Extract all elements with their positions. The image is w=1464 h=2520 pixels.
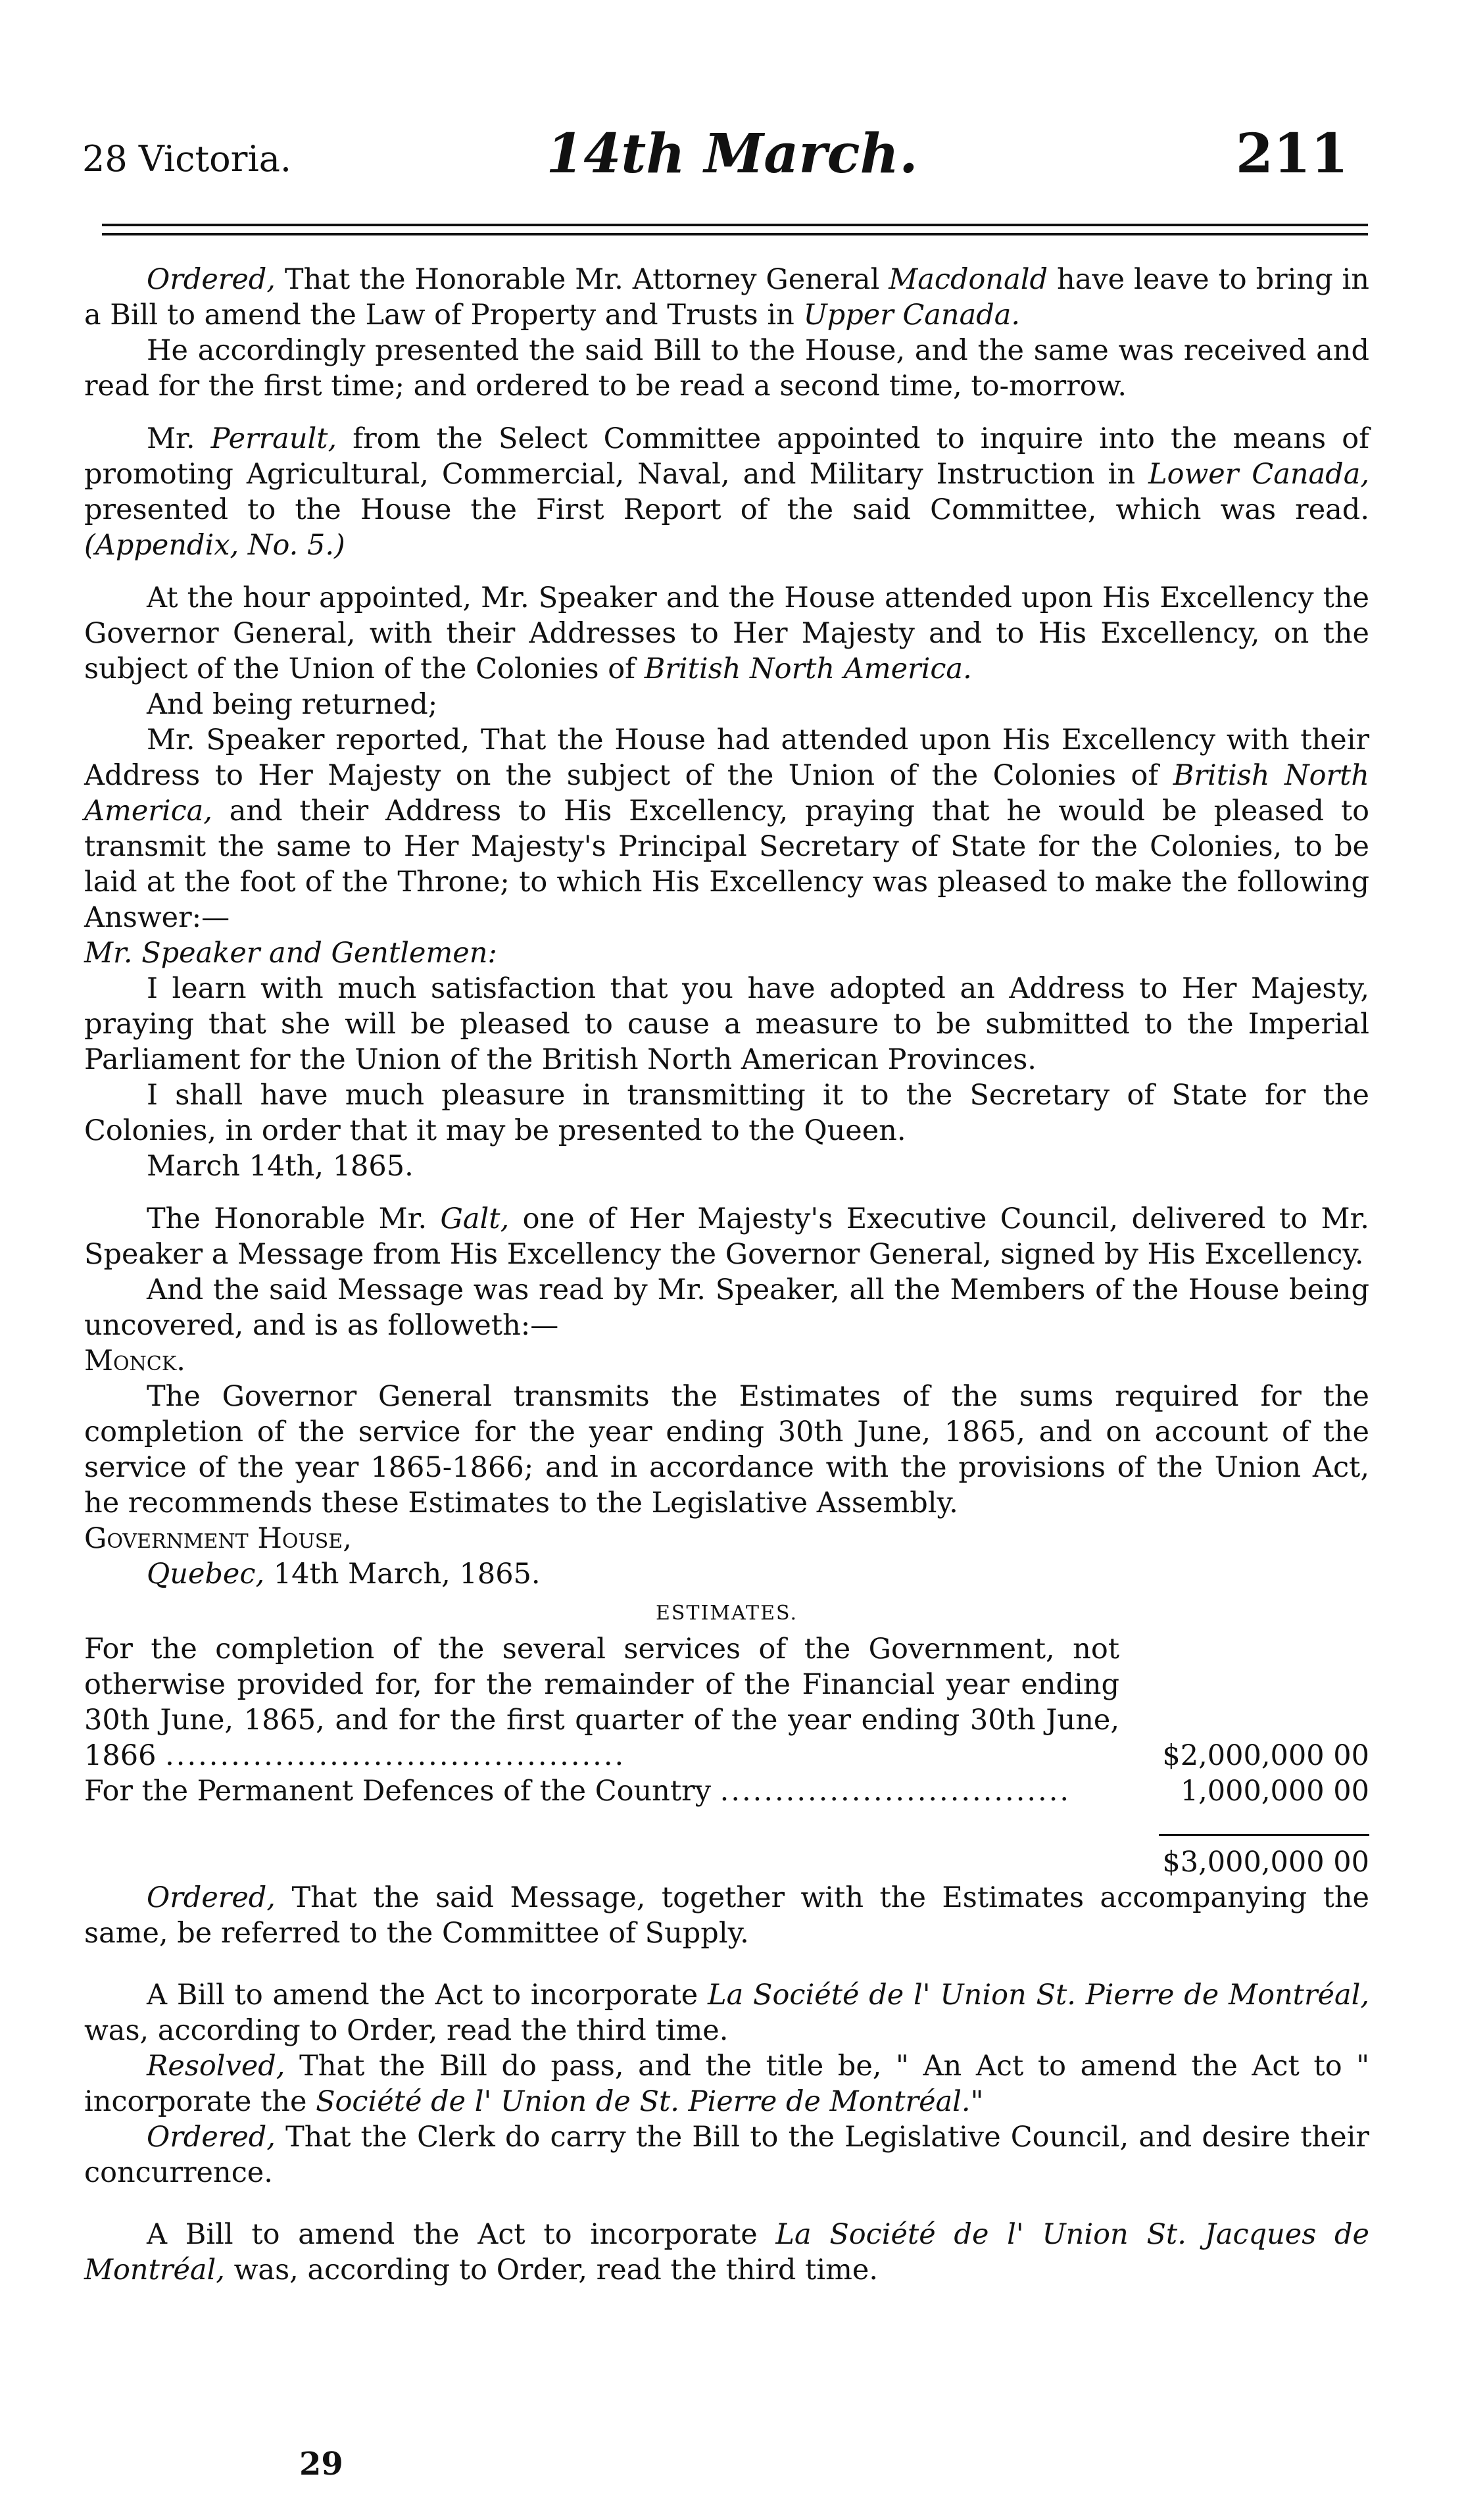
text: one of Her Majesty's Executive Council, delivered to Mr. Speaker a Message from His Excellency the Governor General, signed by His Excellency. <box>84 1202 1369 1271</box>
emph: La Société de l' Union St. Pierre de Montréal, <box>708 1979 1369 2012</box>
journal-body <box>84 262 1369 2288</box>
estimates-total-amount: $3,000,000 00 <box>1162 1846 1369 1879</box>
estimates-row-amount: $2,000,000 00 <box>1162 1739 1369 1772</box>
signature-mark: 29 <box>299 2446 343 2483</box>
text: Mr. <box>147 422 211 455</box>
text: 14th March, 1865. <box>264 1558 541 1591</box>
paragraph-resolved-title <box>84 2048 1369 2119</box>
estimates-row <box>84 1631 1369 1773</box>
place-date <box>84 1556 1369 1592</box>
leader-dots: ................................ <box>720 1775 1071 1808</box>
running-header <box>0 117 1464 203</box>
text: was, according to Order, read the third time. <box>84 2014 729 2047</box>
emph: Resolved, <box>147 2050 285 2083</box>
header-rule-top <box>102 224 1368 226</box>
emph: British North America, <box>84 759 1369 828</box>
emph: Société de l' Union de St. Pierre de Montréal. <box>316 2085 971 2118</box>
estimates-total-spacer <box>84 1809 1146 1880</box>
header-date: 14th March. <box>546 122 918 185</box>
signature-monck: Monck. <box>84 1345 185 1377</box>
header-regnal-year: 28 Victoria. <box>82 138 292 180</box>
estimates-row <box>84 1773 1369 1809</box>
paragraph-reply-2: I shall have much pleasure in transmitting it to the Secretary of State for the Colonies, in order that it may be presented to the Queen. <box>84 1079 1369 1147</box>
salutation: Mr. Speaker and Gentlemen: <box>84 937 497 970</box>
paragraph-clerk-carry <box>84 2119 1369 2190</box>
total-rule <box>1159 1834 1369 1836</box>
text: A Bill to amend the Act to incorporate <box>147 2218 776 2251</box>
text: " <box>970 2085 984 2118</box>
text: presented to the House the First Report of the said Committee, which was read. <box>84 493 1369 526</box>
paragraph-galt-message <box>84 1201 1369 1272</box>
emph: British North America. <box>644 653 972 685</box>
reply-date: March 14th, 1865. <box>147 1150 414 1183</box>
paragraph-st-jacques-bill <box>84 2217 1369 2288</box>
text: was, according to Order, read the third time. <box>224 2254 878 2286</box>
paragraph-reply-1: I learn with much satisfaction that you have adopted an Address to Her Majesty, praying that she will be pleased to cause a measure to be submitted to the Imperial Parliament for the Union of the British North American Provinces. <box>84 972 1369 1076</box>
paragraph-returned: And being returned; <box>147 688 438 721</box>
text: That the Clerk do carry the Bill to the Legislative Council, and desire their concurrence. <box>84 2121 1369 2189</box>
emph: Ordered, <box>147 1881 276 1914</box>
emph: (Appendix, No. 5.) <box>84 529 345 562</box>
text: and their Address to His Excellency, praying that he would be pleased to transmit the same to Her Majesty's Principal Secretary of State for the Colonies, to be laid at the foot of the Throne; to which His Excellency was pleased to make the following Answer:— <box>84 795 1369 934</box>
estimates-total-row <box>84 1809 1369 1880</box>
estimates-row-amount: 1,000,000 00 <box>1180 1775 1369 1808</box>
text: The Honorable Mr. <box>147 1202 441 1235</box>
emph: Upper Canada. <box>803 299 1021 332</box>
estimates-row-description <box>84 1631 1146 1773</box>
emph: Ordered, <box>147 2121 276 2154</box>
text: That the Bill do pass, and the title be, " An Act to amend the Act to " incorporate the <box>84 2050 1369 2118</box>
text: A Bill to amend the Act to incorporate <box>147 1979 708 2012</box>
paragraph-speaker-reported <box>84 722 1369 935</box>
emph: Lower Canada, <box>1148 458 1369 491</box>
text: have leave to bring in a Bill to amend the Law of Property and Trusts in <box>84 263 1370 332</box>
text: from the Select Committee appointed to inquire into the means of promoting Agricultural, Commercial, Naval, and Military Instruction in <box>84 422 1369 491</box>
text: For the Permanent Defences of the Country <box>84 1775 711 1808</box>
page-number: 211 <box>1235 122 1348 185</box>
estimates-heading: ESTIMATES. <box>656 1602 798 1625</box>
paragraph-attended-governor <box>84 580 1369 687</box>
emph: Ordered, <box>147 263 276 296</box>
estimates-total <box>1146 1809 1369 1880</box>
estimates-row-description <box>84 1773 1146 1809</box>
text: At the hour appointed, Mr. Speaker and the House attended upon His Excellency the Governor General, with their Addresses to Her Majesty and to His Excellency, on the subject of the Union of the Colonies of <box>84 581 1369 685</box>
paragraph-st-pierre-bill <box>84 1977 1369 2048</box>
paragraph-bill-presented: He accordingly presented the said Bill to the House, and the same was received and read for the first time; and ordered to be read a second time, to-morrow. <box>84 334 1369 403</box>
paragraph-perrault-report <box>84 421 1369 563</box>
text: For the completion of the several services of the Government, not otherwise provided for, for the remainder of the Financial year ending 30th June, 1865, and for the first quarter of the year ending 30th June, 1866 <box>84 1633 1119 1772</box>
estimates-table <box>84 1631 1369 1880</box>
paragraph-estimates-transmitted: The Governor General transmits the Estimates of the sums required for the completion of the service for the year ending 30th June, 1865, and on account of the service of the year 1865-1866; and in accordance with the provisions of the Union Act, he recommends these Estimates to the Legislative Assembly. <box>84 1380 1369 1519</box>
government-house: Government House, <box>84 1522 352 1555</box>
emph: Perrault, <box>210 422 337 455</box>
paragraph-message-read: And the said Message was read by Mr. Speaker, all the Members of the House being uncovered, and is as followeth:— <box>84 1273 1369 1342</box>
emph: Galt, <box>440 1202 510 1235</box>
leader-dots: .......................................... <box>165 1739 626 1772</box>
emph: La Société de l' Union St. Jacques de Montréal, <box>84 2218 1370 2286</box>
text: That the Honorable Mr. Attorney General <box>275 263 889 296</box>
text: Mr. Speaker reported, That the House had attended upon His Excellency with their Address to Her Majesty on the subject of the Union of the Colonies of <box>84 724 1369 792</box>
emph: Quebec, <box>147 1558 265 1591</box>
header-rule-bottom <box>102 233 1368 235</box>
emph: Macdonald <box>889 263 1048 296</box>
text: That the said Message, together with the Estimates accompanying the same, be referred to the Committee of Supply. <box>84 1881 1369 1950</box>
paragraph-referred-supply <box>84 1880 1369 1951</box>
paragraph-leave-bill <box>84 262 1369 333</box>
